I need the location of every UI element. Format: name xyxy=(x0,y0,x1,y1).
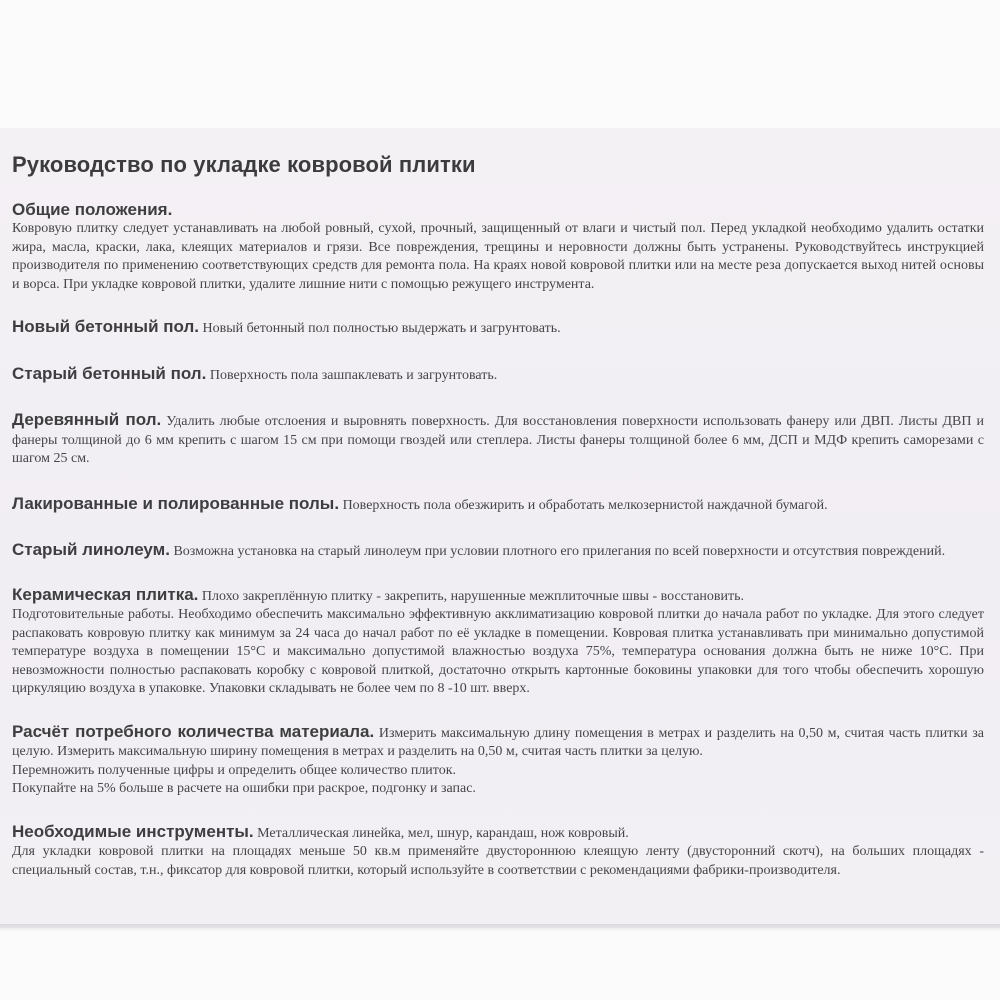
section-text: Поверхность пола обезжирить и обработать мелкозернистой наждачной бумагой. xyxy=(342,497,828,513)
section-new-concrete xyxy=(12,318,984,339)
section-lacquered xyxy=(12,495,984,516)
calculation-line-2: Перемножить полученные цифры и определить общее количество плиток. xyxy=(12,762,457,778)
section-text: Ковровую плитку следует устанавливать на любой ровный, сухой, прочный, защищенный от влаги и чистый пол. Перед укладкой необходимо удалить остатки жира, масла, краски, лака, клеящих материалов и грязи. Все повреждения, трещины и неровности должны быть устранены. Руководствуйтесь инструкцией производителя по применению соответствующих средств для ремонта пола. На краях новой ковровой плитки или на месте реза допускается выход нитей основы и ворса. При укладке ковровой плитки, удалите лишние нити с помощью режущего инструмента. xyxy=(12,221,984,292)
section-ceramic xyxy=(12,586,984,699)
section-text: Металлическая линейка, мел, шнур, карандаш, нож ковровый. xyxy=(257,825,629,841)
section-heading: Старый линолеум. xyxy=(12,540,170,559)
section-heading: Общие положения. xyxy=(12,200,173,219)
tools-line-2: Для укладки ковровой плитки на площадях меньше 50 кв.м применяйте двустороннюю клеящую ленту (двусторонний скотч), на больших площадях - специальный состав, т.н., фиксатор для ковровой плитки, который используйте в соответствии с рекомендациями фабрики-производителя. xyxy=(12,844,984,878)
section-general xyxy=(12,200,984,294)
section-wooden xyxy=(12,411,984,469)
section-text: Новый бетонный пол полностью выдержать и загрунтовать. xyxy=(202,321,561,336)
section-heading: Старый бетонный пол. xyxy=(12,363,207,383)
calculation-line-3: Покупайте на 5% больше в расчете на ошибки при раскрое, подгонку и запас. xyxy=(12,781,476,796)
section-text: Удалить любые отслоения и выровнять поверхность. Для восстановления поверхности использовать фанеру или ДВП. Листы ДВП и фанеры толщиной до 6 мм крепить с шагом 15 см при помощи гвоздей или степлера. Листы фанеры толщиной более 6 мм, ДСП и МДФ крепить саморезами с шагом 25 см. xyxy=(12,414,984,466)
document-title: Руководство по укладке ковровой плитки xyxy=(12,152,476,177)
section-text: Возможна установка на старый линолеум при условии плотного его прилегания по всей поверхности и отсутствия повреждений. xyxy=(173,544,946,559)
section-calculation xyxy=(12,723,984,799)
section-text: Измерить максимальную длину помещения в метрах и разделить на 0,50 м, считая часть плитки за целую. Измерить максимальную ширину помещения в метрах и разделить на 0,50 м, считая часть плитки за целую. xyxy=(12,725,984,759)
section-text: Плохо закреплённую плитку - закрепить, нарушенные межплиточные швы - восстановить. xyxy=(201,588,745,604)
preparation-text: Подготовительные работы. Необходимо обеспечить максимально эффективную акклиматизацию ковровой плитки до начала работ по укладке. Для этого следует распаковать ковровую плитку как минимум за 24 часа до начал работ по её укладке в помещении. Ковровая плитка устанавливать при минимально допустимой температуре воздуха в помещении 15°С и максимально допустимой влажностью воздуха 75%, температура основания должна быть не ниже 10°С. При невозможности полностью распаковать коробку с ковровой плиткой, достаточно открыть картонные боковины упаковки для того чтобы обеспечить хорошую циркуляцию воздуха в упаковке. Упаковки складывать не более чем по 8 -10 шт. вверх. xyxy=(12,607,984,696)
document-content xyxy=(12,152,984,880)
section-linoleum xyxy=(12,541,984,562)
section-heading: Керамическая плитка. xyxy=(12,584,199,604)
section-tools xyxy=(12,823,984,881)
section-heading: Расчёт потребного количества материала. xyxy=(12,721,375,741)
section-heading: Необходимые инструменты. xyxy=(12,821,254,841)
section-heading: Лакированные и полированные полы. xyxy=(12,493,340,513)
panel-shadow xyxy=(0,924,1000,932)
section-heading: Новый бетонный пол. xyxy=(12,317,199,336)
section-text: Поверхность пола зашпаклевать и загрунтовать. xyxy=(209,367,498,383)
section-heading: Деревянный пол. xyxy=(12,410,162,429)
section-old-concrete xyxy=(12,365,984,386)
